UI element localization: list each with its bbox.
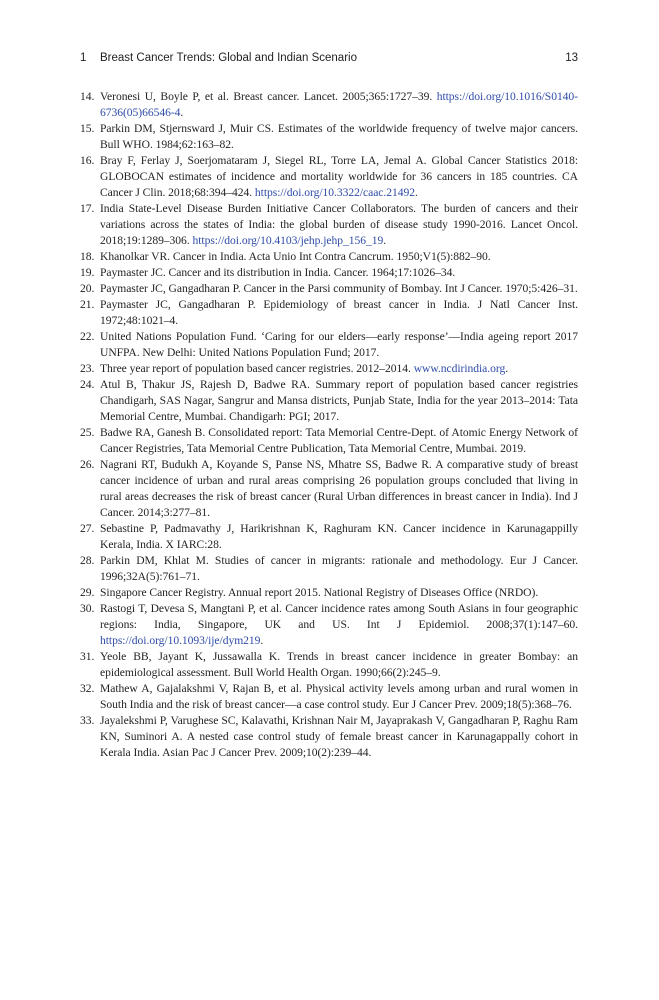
reference-number: 23. [80, 362, 95, 375]
reference-item [80, 153, 578, 201]
reference-number: 18. [80, 250, 95, 263]
reference-text: Sebastine P, Padmavathy J, Harikrishnan K, Raghuram KN. Cancer incidence in Karunagappilly Kerala, India. X IARC:28. [100, 522, 578, 551]
reference-text: Singapore Cancer Registry. Annual report 2015. National Registry of Diseases Office (NRDO). [100, 586, 539, 599]
reference-item [80, 601, 578, 649]
reference-list [80, 89, 578, 761]
reference-tail: . [180, 106, 184, 119]
reference-tail: . [260, 634, 264, 647]
reference-link[interactable]: https://doi.org/10.1093/ije/dym219 [100, 634, 261, 647]
reference-link[interactable]: https://doi.org/10.3322/caac.21492 [254, 186, 415, 199]
reference-number: 26. [80, 458, 95, 471]
chapter-number: 1 [80, 52, 87, 64]
reference-number: 33. [80, 714, 95, 727]
reference-item [80, 681, 578, 713]
running-header [80, 52, 578, 68]
reference-number: 25. [80, 426, 95, 439]
reference-link[interactable]: www.ncdirindia.org [413, 362, 506, 375]
reference-number: 28. [80, 554, 95, 567]
reference-number: 19. [80, 266, 95, 279]
reference-item [80, 249, 578, 265]
reference-item [80, 201, 578, 249]
reference-item [80, 713, 578, 761]
reference-tail: . [383, 234, 387, 247]
reference-number: 24. [80, 378, 95, 391]
reference-text: Jayalekshmi P, Varughese SC, Kalavathi, Krishnan Nair M, Jayaprakash V, Gangadharan P, Raghu Ram KN, Suminori A. A nested case control study of female breast cancer in Karunagappally cohort in Kerala India. Asian Pac J Cancer Prev. 2009;10(2):239–44. [100, 714, 578, 759]
reference-text: Khanolkar VR. Cancer in India. Acta Unio Int Contra Cancrum. 1950;V1(5):882–90. [100, 250, 491, 263]
reference-item [80, 521, 578, 553]
reference-number: 20. [80, 282, 95, 295]
reference-text: Mathew A, Gajalakshmi V, Rajan B, et al. Physical activity levels among urban and rural women in South India and the risk of breast cancer—a case control study. Eur J Cancer Prev. 2009;18(5):368–76. [100, 682, 578, 711]
reference-number: 32. [80, 682, 95, 695]
reference-item [80, 121, 578, 153]
reference-text: Paymaster JC, Gangadharan P. Cancer in the Parsi community of Bombay. Int J Cancer. 1970;5:426–31. [100, 282, 578, 295]
reference-number: 17. [80, 202, 95, 215]
reference-text: Atul B, Thakur JS, Rajesh D, Badwe RA. Summary report of population based cancer registries Chandigarh, SAS Nagar, Sangrur and Mansa districts, Punjab State, India for the year 2013–2014: Tata Memorial Centre, Mumbai. Chandigarh: PGI; 2017. [100, 378, 578, 423]
reference-number: 30. [80, 602, 95, 615]
reference-text: United Nations Population Fund. ‘Caring for our elders—early response’—India ageing report 2017 UNFPA. New Delhi: United Nations Population Fund; 2017. [100, 330, 578, 359]
reference-number: 14. [80, 90, 95, 103]
reference-link[interactable]: https://doi.org/10.1016/S0140-6736(05)66546-4 [100, 90, 578, 119]
reference-item [80, 649, 578, 681]
reference-item [80, 425, 578, 457]
reference-item [80, 585, 578, 601]
reference-text: Bray F, Ferlay J, Soerjomataram J, Siegel RL, Torre LA, Jemal A. Global Cancer Statistics 2018: GLOBOCAN estimates of incidence and mortality worldwide for 36 cancers in 185 countries. CA Cancer J Clin. 2018;68:394–424. [100, 154, 578, 199]
reference-item [80, 457, 578, 521]
reference-number: 15. [80, 122, 95, 135]
reference-item [80, 377, 578, 425]
reference-text: Yeole BB, Jayant K, Jussawalla K. Trends in breast cancer incidence in greater Bombay: an epidemiological assessment. Bull World Health Organ. 1990;66(2):245–9. [100, 650, 578, 679]
reference-number: 21. [80, 298, 95, 311]
reference-number: 31. [80, 650, 95, 663]
reference-text: Badwe RA, Ganesh B. Consolidated report: Tata Memorial Centre-Dept. of Atomic Energy Network of Cancer Registries, Tata Memorial Centre Publication, Tata Memorial Centre, Mumbai. 2019. [100, 426, 578, 455]
reference-item [80, 297, 578, 329]
reference-item [80, 265, 578, 281]
reference-text: Parkin DM, Khlat M. Studies of cancer in migrants: rationale and methodology. Eur J Cancer. 1996;32A(5):761–71. [100, 554, 578, 583]
reference-tail: . [414, 186, 418, 199]
reference-number: 27. [80, 522, 95, 535]
reference-number: 16. [80, 154, 95, 167]
reference-text: Paymaster JC. Cancer and its distribution in India. Cancer. 1964;17:1026–34. [100, 266, 456, 279]
reference-item [80, 281, 578, 297]
page-number: 13 [565, 52, 578, 64]
chapter-title: Breast Cancer Trends: Global and Indian Scenario [100, 52, 357, 64]
reference-item [80, 361, 578, 377]
reference-number: 22. [80, 330, 95, 343]
reference-text: Nagrani RT, Budukh A, Koyande S, Panse NS, Mhatre SS, Badwe R. A comparative study of breast cancer incidence of urban and rural areas comprising 26 population groups concluded that living in rural areas decreases the risk of breast cancer (Rural Urban differences in breast cancer in India). Ind J Cancer. 2014;3:277–81. [100, 458, 578, 519]
reference-text: Three year report of population based cancer registries. 2012–2014. [100, 362, 414, 375]
reference-text: Veronesi U, Boyle P, et al. Breast cancer. Lancet. 2005;365:1727–39. [100, 90, 437, 103]
reference-tail: . [505, 362, 509, 375]
reference-number: 29. [80, 586, 95, 599]
reference-text: Rastogi T, Devesa S, Mangtani P, et al. Cancer incidence rates among South Asians in four geographic regions: India, Singapore, UK and US. Int J Epidemiol. 2008;37(1):147–60. [100, 602, 578, 631]
reference-item [80, 553, 578, 585]
reference-item [80, 329, 578, 361]
reference-link[interactable]: https://doi.org/10.4103/jehp.jehp_156_19 [192, 234, 384, 247]
reference-text: Paymaster JC, Gangadharan P. Epidemiology of breast cancer in India. J Natl Cancer Inst. 1972;48:1021–4. [100, 298, 578, 327]
reference-text: India State-Level Disease Burden Initiative Cancer Collaborators. The burden of cancers and their variations across the states of India: the global burden of disease study 1990-2016. Lancet Oncol. 2018;19:1289–306. [100, 202, 578, 247]
reference-item [80, 89, 578, 121]
reference-text: Parkin DM, Stjernsward J, Muir CS. Estimates of the worldwide frequency of twelve major cancers. Bull WHO. 1984;62:163–82. [100, 122, 578, 151]
